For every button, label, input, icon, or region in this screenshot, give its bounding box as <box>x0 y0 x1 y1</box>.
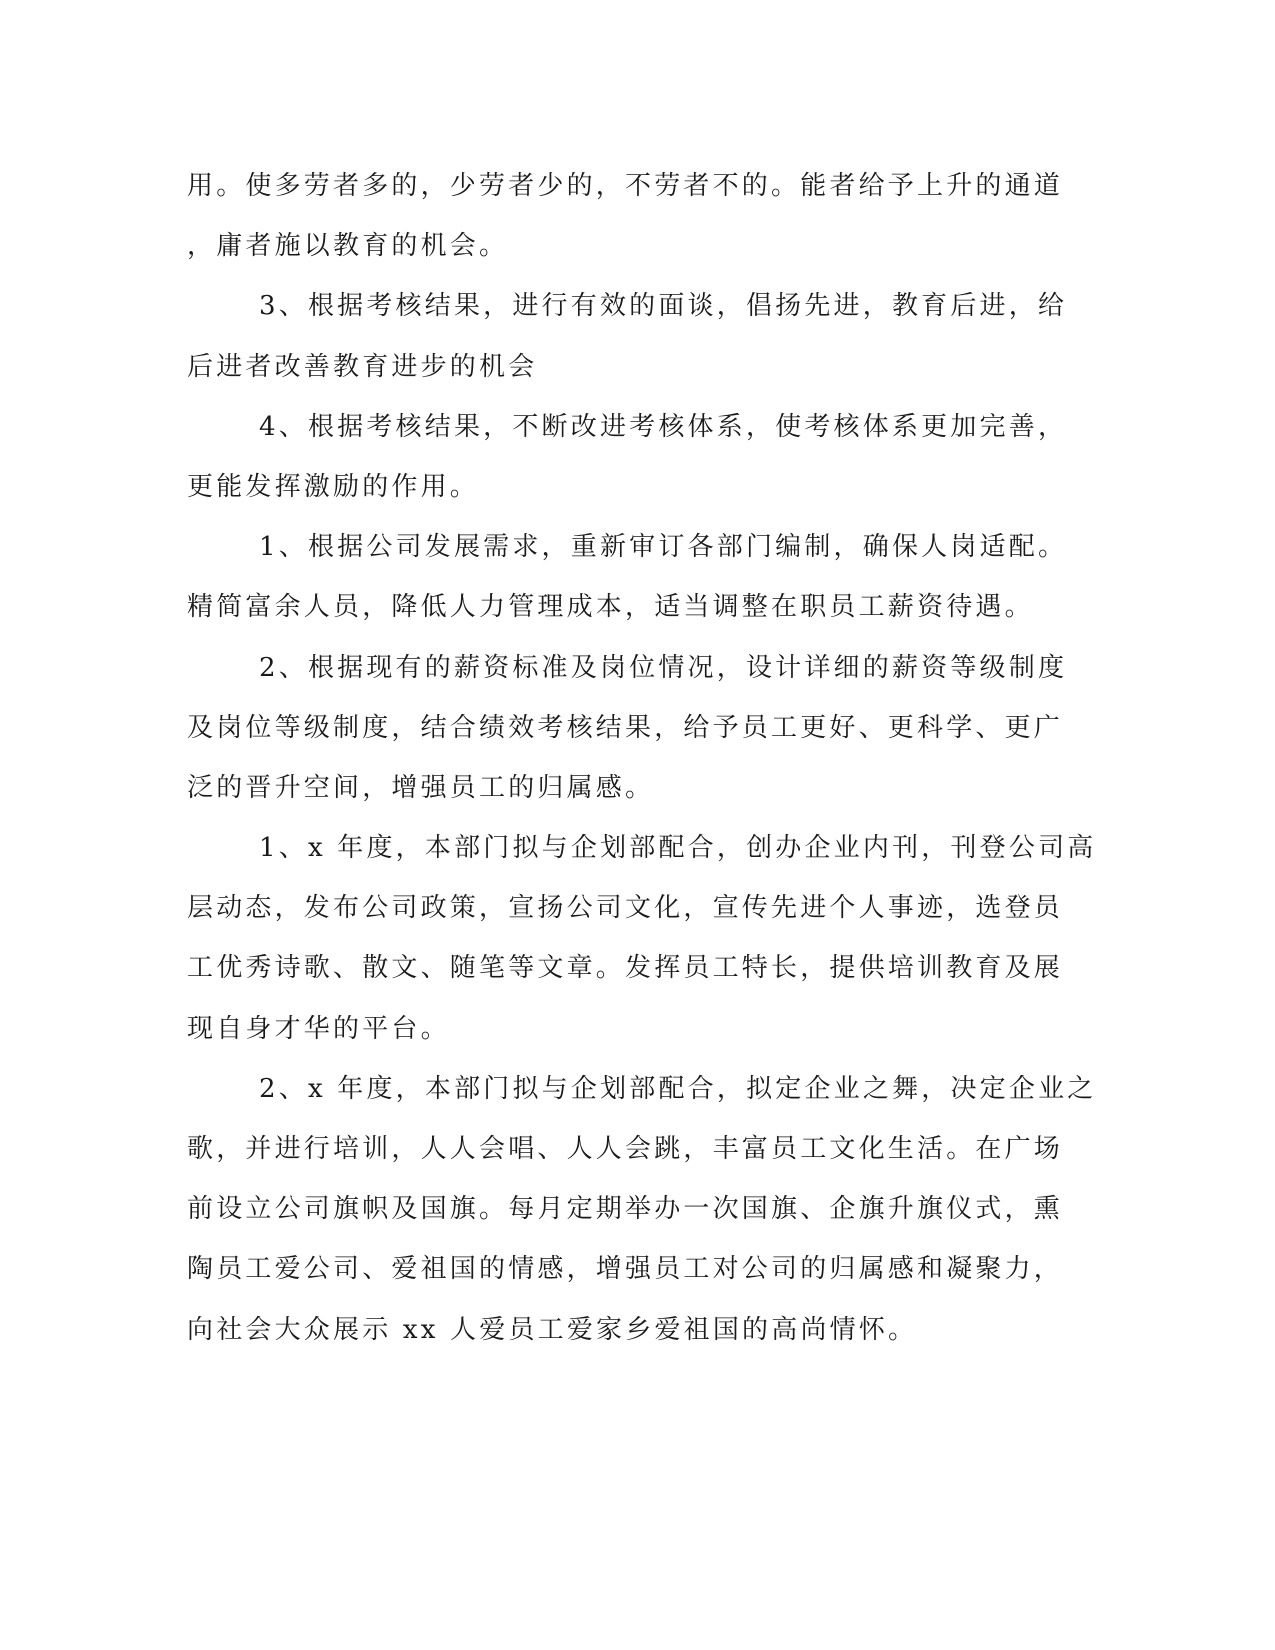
text-line: 用。使多劳者多的，少劳者少的，不劳者不的。能者给予上升的通道 <box>187 171 1064 201</box>
text-line: 2、x 年度，本部门拟与企划部配合，拟定企业之舞，决定企业之 <box>259 1073 1097 1104</box>
text-line: 歌，并进行培训，人人会唱、人人会跳，丰富员工文化生活。在广场 <box>187 1134 1064 1164</box>
text-line: 更能发挥激励的作用。 <box>187 471 480 502</box>
text-line: 精简富余人员，降低人力管理成本，适当调整在职员工薪资待遇。 <box>187 592 1034 623</box>
text-line: 向社会大众展示 xx 人爱员工爱家乡爱祖国的高尚情怀。 <box>187 1314 918 1345</box>
text-line: 及岗位等级制度，结合绩效考核结果，给予员工更好、更科学、更广 <box>187 712 1064 743</box>
text-line: 2、根据现有的薪资标准及岗位情况，设计详细的薪资等级制度 <box>259 652 1068 683</box>
text-line: 1、x 年度，本部门拟与企划部配合，创办企业内刊，刊登公司高 <box>259 833 1097 864</box>
text-line: 3、根据考核结果，进行有效的面谈，倡扬先进，教育后进，给 <box>259 291 1068 322</box>
text-line: 工优秀诗歌、散文、随笔等文章。发挥员工特长，提供培训教育及展 <box>187 953 1064 984</box>
text-line: 现自身才华的平台。 <box>187 1013 450 1044</box>
document-body <box>187 156 1097 1360</box>
text-line: 层动态，发布公司政策，宣扬公司文化，宣传先进个人事迹，选登员 <box>187 893 1064 924</box>
text-line: 陶员工爱公司、爱祖国的情感，增强员工对公司的归属感和凝聚力， <box>187 1254 1064 1285</box>
text-line: 后进者改善教育进步的机会 <box>187 351 538 382</box>
text-line: ，庸者施以教育的机会。 <box>187 231 509 262</box>
text-line: 4、根据考核结果，不断改进考核体系，使考核体系更加完善， <box>259 411 1068 442</box>
text-line: 1、根据公司发展需求，重新审订各部门编制，确保人岗适配。 <box>259 532 1068 563</box>
text-line: 泛的晋升空间，增强员工的归属感。 <box>187 772 655 803</box>
text-line: 前设立公司旗帜及国旗。每月定期举办一次国旗、企旗升旗仪式，熏 <box>187 1194 1064 1225</box>
